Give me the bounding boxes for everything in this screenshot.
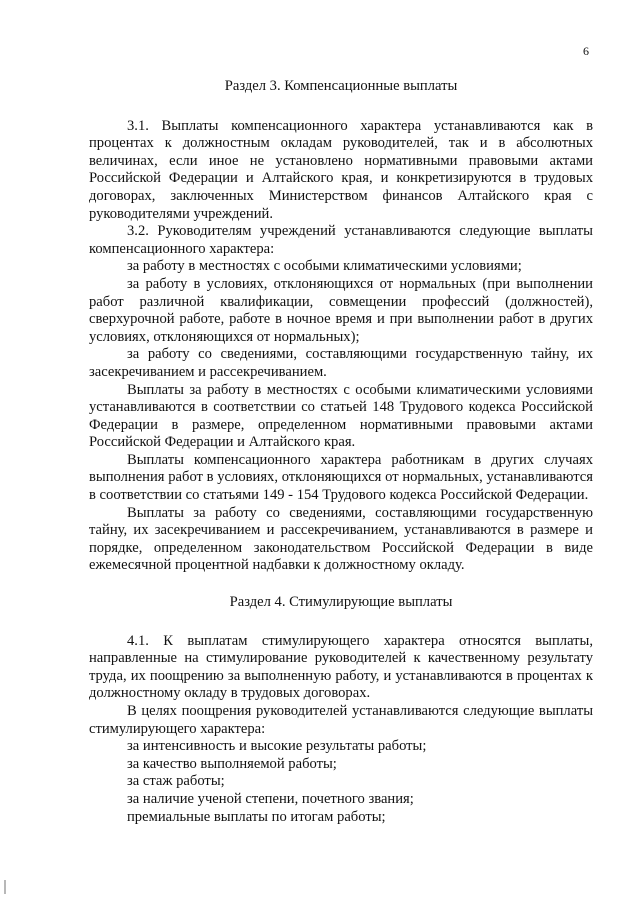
list-item-bonus: премиальные выплаты по итогам работы; [127,808,386,825]
document-body [89,78,593,826]
paragraph-secret-payments: Выплаты за работу со сведениями, составляющими государственную тайну, их засекречиванием и рассекречиванием, устанавливаются в размере и порядке, определенном законодательством Российской Федерации в виде ежемесячной процентной надбавки к должностному окладу. [89,504,593,574]
list-item-climate: за работу в местностях с особыми климатическими условиями; [127,258,522,275]
paragraph-climate-payments: Выплаты за работу в местностях с особыми климатическими условиями устанавливаются в соответствии со статьей 148 Трудового кодекса Российской Федерации в размере, определенном нормативными правовыми актами Российской Федерации и Алтайского края. [89,381,593,451]
section-3-heading: Раздел 3. Компенсационные выплаты [224,78,458,94]
list-item-quality: за качество выполняемой работы; [127,755,337,772]
list-item-experience: за стаж работы; [127,773,225,790]
paragraph-3-1: 3.1. Выплаты компенсационного характера устанавливаются как в процентах к должностным окладам руководителей, так и в абсолютных величинах, если иное не установлено нормативными правовыми актами Российской Федерации и Алтайского края, и конкретизируются в трудовых договорах, заключенных Министерством финансов Алтайского края с руководителями учреждений. [89,117,593,222]
paragraph-other-conditions: Выплаты компенсационного характера работникам в других случаях выполнения работ в условиях, отклоняющихся от нормальных, устанавливаются в соответствии со статьями 149 - 154 Трудового кодекса Российской Федерации. [89,451,593,504]
list-item-degree: за наличие ученой степени, почетного звания; [127,790,414,807]
list-item-intensity: за интенсивность и высокие результаты работы; [127,738,427,755]
list-item-abnormal-conditions: за работу в условиях, отклоняющихся от нормальных (при выполнении работ различной квалификации, совмещении профессий (должностей), сверхурочной работе, работе в ночное время и при выполнении работ в других условиях, отклоняющихся от нормальных); [89,275,593,345]
paragraph-3-2: 3.2. Руководителям учреждений устанавливаются следующие выплаты компенсационного характера: [89,223,593,257]
list-item-state-secret: за работу со сведениями, составляющими государственную тайну, их засекречиванием и рассекречиванием. [89,346,593,380]
page-number: 6 [583,44,589,58]
scan-edge-mark [4,880,6,894]
paragraph-incentive-intro: В целях поощрения руководителей устанавливаются следующие выплаты стимулирующего характера: [89,703,593,737]
paragraph-4-1: 4.1. К выплатам стимулирующего характера относятся выплаты, направленные на стимулирование руководителей к качественному результату труда, их поощрению за выполненную работу, и устанавливаются в процентах к должностному окладу в трудовых договорах. [89,632,593,702]
section-4-heading: Раздел 4. Стимулирующие выплаты [229,594,453,611]
